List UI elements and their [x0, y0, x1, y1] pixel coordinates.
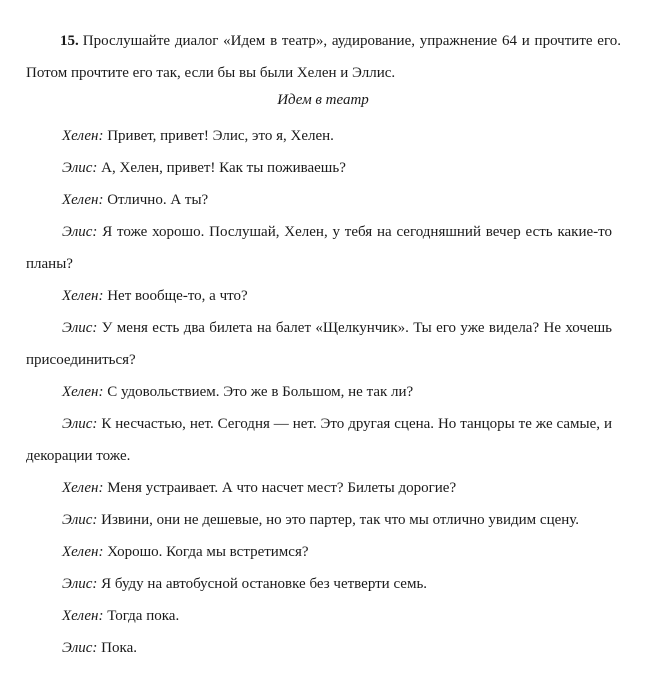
speaker-name: Элис: [62, 160, 98, 176]
dialog-line [26, 472, 612, 504]
line-text: Я буду на автобусной остановке без четверти семь. [97, 576, 428, 592]
line-text: Хорошо. Когда мы встретимся? [103, 544, 309, 560]
dialog-line [26, 632, 612, 664]
line-text: Нет вообще-то, а что? [103, 288, 248, 304]
dialog-line [26, 216, 612, 280]
line-text: Тогда пока. [103, 608, 180, 624]
dialog-line [26, 536, 612, 568]
dialog-lines [26, 120, 612, 664]
line-text: У меня есть два билета на балет «Щелкунчик». Ты его уже видела? Не хочешь присоединиться? [26, 320, 612, 368]
line-text: С удовольствием. Это же в Большом, не так ли? [103, 384, 414, 400]
line-text: К несчастью, нет. Сегодня — нет. Это другая сцена. Но танцоры те же самые, и декорации тоже. [26, 416, 612, 464]
speaker-name: Хелен: [62, 128, 104, 144]
speaker-name: Элис: [62, 416, 98, 432]
dialog-title: Идем в театр [277, 92, 369, 108]
speaker-name: Элис: [62, 320, 98, 336]
line-text: Извини, они не дешевые, но это партер, так что мы отлично увидим сцену. [97, 512, 580, 528]
dialog-line [26, 600, 612, 632]
dialog-line [26, 408, 612, 472]
speaker-name: Хелен: [62, 480, 104, 496]
speaker-name: Хелен: [62, 384, 104, 400]
speaker-name: Элис: [62, 512, 98, 528]
exercise-instruction-text: Прослушайте диалог «Идем в театр», аудирование, упражнение 64 и прочтите его. Потом прочтите его так, если бы вы были Хелен и Эллис. [26, 33, 621, 81]
dialog-line [26, 184, 612, 216]
speaker-name: Элис: [62, 224, 98, 240]
dialog-line [26, 376, 612, 408]
line-text: А, Хелен, привет! Как ты поживаешь? [97, 160, 346, 176]
dialog-line [26, 312, 612, 376]
speaker-name: Элис: [62, 640, 98, 656]
speaker-name: Хелен: [62, 608, 104, 624]
dialog-line [26, 280, 612, 312]
line-text: Меня устраивает. А что насчет мест? Билеты дорогие? [103, 480, 457, 496]
line-text: Пока. [97, 640, 137, 656]
speaker-name: Элис: [62, 576, 98, 592]
speaker-name: Хелен: [62, 192, 104, 208]
dialog-line [26, 568, 612, 600]
speaker-name: Хелен: [62, 544, 104, 560]
dialog-line [26, 120, 612, 152]
exercise-number: 15. [60, 33, 79, 49]
dialog-line [26, 152, 612, 184]
speaker-name: Хелен: [62, 288, 104, 304]
line-text: Я тоже хорошо. Послушай, Хелен, у тебя на сегодняшний вечер есть какие-то планы? [26, 224, 612, 272]
line-text: Привет, привет! Элис, это я, Хелен. [103, 128, 334, 144]
exercise-instruction [26, 25, 621, 89]
dialog-line [26, 504, 612, 536]
line-text: Отлично. А ты? [103, 192, 209, 208]
